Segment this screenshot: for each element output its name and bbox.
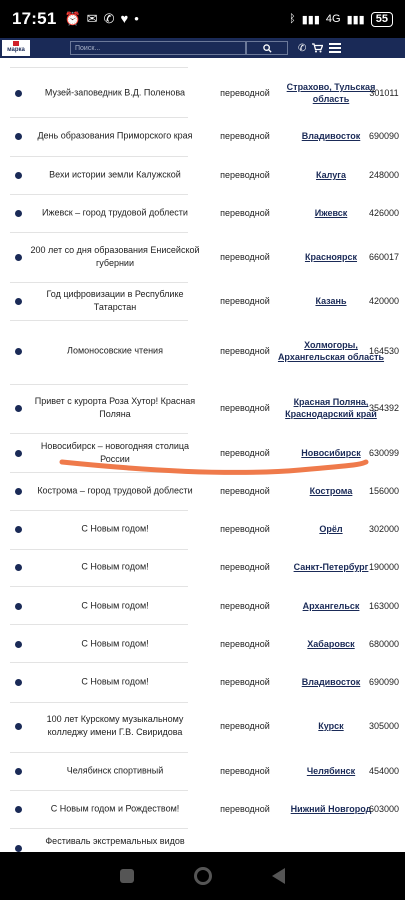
row-city-link[interactable]: Курск (318, 721, 344, 731)
row-type: переводной (220, 601, 270, 611)
status-right (289, 12, 393, 27)
row-bullet-icon (15, 806, 22, 813)
android-nav-bar (0, 852, 405, 900)
row-type: переводной (220, 562, 270, 572)
row-city-link[interactable]: Хабаровск (307, 639, 355, 649)
row-bullet-icon (15, 90, 22, 97)
row-type: переводной (220, 486, 270, 496)
row-separator (10, 624, 188, 625)
row-postal-index: 305000 (368, 721, 400, 731)
row-city-link[interactable]: Челябинск (306, 766, 356, 776)
row-title: С Новым годом и Рождеством! (50, 803, 180, 814)
row-bullet-icon (15, 172, 22, 179)
row-postal-index: 603000 (368, 804, 400, 814)
row-type: переводной (220, 296, 270, 306)
row-bullet-icon (15, 768, 22, 775)
row-bullet-icon (15, 450, 22, 457)
row-city-link[interactable]: Санкт-Петербург (293, 562, 369, 572)
alarm-icon: ⏰ (64, 11, 81, 26)
whatsapp-icon: ✆ (103, 11, 115, 26)
row-separator (10, 752, 188, 753)
row-type: переводной (220, 524, 270, 534)
search-button[interactable] (246, 41, 288, 55)
row-city-link[interactable]: Казань (315, 296, 347, 306)
row-postal-index: 164530 (368, 346, 400, 356)
signal-icon-2: ▮▮▮ (346, 13, 365, 26)
row-title: Вехи истории земли Калужской (49, 169, 181, 180)
row-separator (10, 232, 188, 233)
row-bullet-icon (15, 723, 22, 730)
row-title: Челябинск спортивный (66, 765, 164, 776)
row-city-link[interactable]: Владивосток (301, 131, 361, 141)
row-postal-index: 302000 (368, 524, 400, 534)
logo-text: марка (7, 47, 25, 53)
back-button[interactable] (272, 868, 285, 884)
row-title: Год цифровизации в Республике Татарстан (46, 289, 184, 312)
row-separator (10, 282, 188, 283)
row-bullet-icon (15, 603, 22, 610)
hamburger-menu-icon[interactable] (329, 43, 341, 53)
signal-icon: ▮▮▮ (301, 13, 320, 26)
row-postal-index: 630099 (368, 448, 400, 458)
row-postal-index: 248000 (368, 170, 400, 180)
row-separator (10, 320, 188, 321)
status-time: 17:51 (12, 9, 57, 28)
row-bullet-icon (15, 210, 22, 217)
row-title: 200 лет со дня образования Енисейской губернии (30, 245, 200, 268)
row-city-link[interactable]: Холмогоры, Архангельская область (277, 340, 385, 362)
row-postal-index: 660017 (368, 252, 400, 262)
row-postal-index: 420000 (368, 296, 400, 306)
row-title: С Новым годом! (81, 638, 149, 649)
row-city-link[interactable]: Страхово, Тульская область (286, 82, 376, 104)
row-postal-index: 690090 (368, 131, 400, 141)
row-bullet-icon (15, 564, 22, 571)
row-postal-index: 156000 (368, 486, 400, 496)
phone-icon[interactable]: ✆ (298, 42, 307, 54)
row-city-link[interactable]: Владивосток (301, 677, 361, 687)
row-title: Ижевск – город трудовой доблести (42, 207, 188, 218)
row-separator (10, 828, 188, 829)
row-city-link[interactable]: Орёл (319, 524, 343, 534)
row-postal-index: 163000 (368, 601, 400, 611)
battery-icon: 55 (371, 12, 393, 27)
search-icon (263, 44, 272, 53)
row-separator (10, 549, 188, 550)
row-type: переводной (220, 88, 270, 98)
row-type: переводной (220, 639, 270, 649)
row-separator (10, 117, 188, 118)
row-separator (10, 586, 188, 587)
row-title: С Новым годом! (81, 676, 149, 687)
header-actions (298, 43, 341, 54)
row-postal-index: 680000 (368, 639, 400, 649)
row-type: переводной (220, 677, 270, 687)
row-type: переводной (220, 252, 270, 262)
row-postal-index: 301011 (369, 88, 399, 98)
row-postal-index: 454000 (368, 766, 400, 776)
row-bullet-icon (15, 641, 22, 648)
row-bullet-icon (15, 348, 22, 355)
row-city-link[interactable]: Красная Поляна, Краснодарский край (285, 397, 377, 419)
row-type: переводной (220, 448, 270, 458)
row-postal-index: 190000 (368, 562, 400, 572)
row-title: Ломоносовские чтения (67, 345, 163, 356)
row-city-link[interactable]: Кострома (309, 486, 353, 496)
row-bullet-icon (15, 254, 22, 261)
row-type: переводной (220, 346, 270, 356)
row-bullet-icon (15, 298, 22, 305)
row-separator (10, 67, 188, 68)
row-title: Привет с курорта Роза Хутор! Красная Поляна (34, 396, 196, 419)
row-title: Кострома – город трудовой доблести (37, 485, 193, 496)
row-type: переводной (220, 766, 270, 776)
row-separator (10, 472, 188, 473)
row-type: переводной (220, 721, 270, 731)
row-bullet-icon (15, 679, 22, 686)
row-separator (10, 702, 188, 703)
row-title: День образования Приморского края (37, 130, 193, 141)
row-title: 100 лет Курскому музыкальному колледжу имени Г.В. Свиридова (46, 714, 184, 737)
row-separator (10, 510, 188, 511)
cart-icon[interactable] (312, 43, 323, 53)
row-separator (10, 194, 188, 195)
row-separator (10, 433, 188, 434)
row-bullet-icon (15, 488, 22, 495)
row-postal-index: 690090 (368, 677, 400, 687)
row-bullet-icon (15, 845, 22, 852)
home-button[interactable] (194, 867, 212, 885)
status-bar (0, 0, 405, 38)
row-separator (10, 384, 188, 385)
row-city-link[interactable]: Нижний Новгород (290, 804, 372, 814)
row-type: переводной (220, 403, 270, 413)
row-title: Музей-заповедник В.Д. Поленова (44, 87, 186, 98)
row-type: переводной (220, 131, 270, 141)
row-title: Новосибирск – новогодняя столица России (40, 441, 190, 464)
row-type: переводной (220, 804, 270, 814)
row-bullet-icon (15, 405, 22, 412)
app-icon: ♥ (120, 11, 129, 26)
row-bullet-icon (15, 133, 22, 140)
row-city-link[interactable]: Калуга (316, 170, 346, 180)
row-postal-index: 354392 (368, 403, 400, 413)
message-icon: ✉ (86, 11, 98, 26)
search-input[interactable] (70, 41, 246, 55)
row-title: С Новым годом! (81, 523, 149, 534)
logo-mark-icon (13, 41, 19, 46)
site-header (0, 38, 405, 58)
row-separator (10, 662, 188, 663)
row-title: С Новым годом! (81, 561, 149, 572)
row-title: С Новым годом! (81, 600, 149, 611)
row-title: Фестиваль экстремальных видов (45, 836, 185, 846)
network-type: 4G (325, 13, 341, 25)
row-type: переводной (220, 208, 270, 218)
row-type: переводной (220, 170, 270, 180)
row-separator (10, 790, 188, 791)
row-city-link[interactable]: Красноярск (304, 252, 358, 262)
bluetooth-icon: ᛒ (289, 13, 296, 25)
row-postal-index: 426000 (368, 208, 400, 218)
row-bullet-icon (15, 526, 22, 533)
row-city-link[interactable]: Архангельск (302, 601, 360, 611)
site-logo[interactable] (2, 40, 30, 56)
row-city-link[interactable]: Новосибирск (301, 448, 361, 458)
row-city-link[interactable]: Ижевск (314, 208, 348, 218)
notification-icons (64, 11, 138, 27)
row-separator (10, 156, 188, 157)
recent-apps-button[interactable] (120, 869, 134, 883)
more-dot-icon: • (134, 11, 139, 26)
